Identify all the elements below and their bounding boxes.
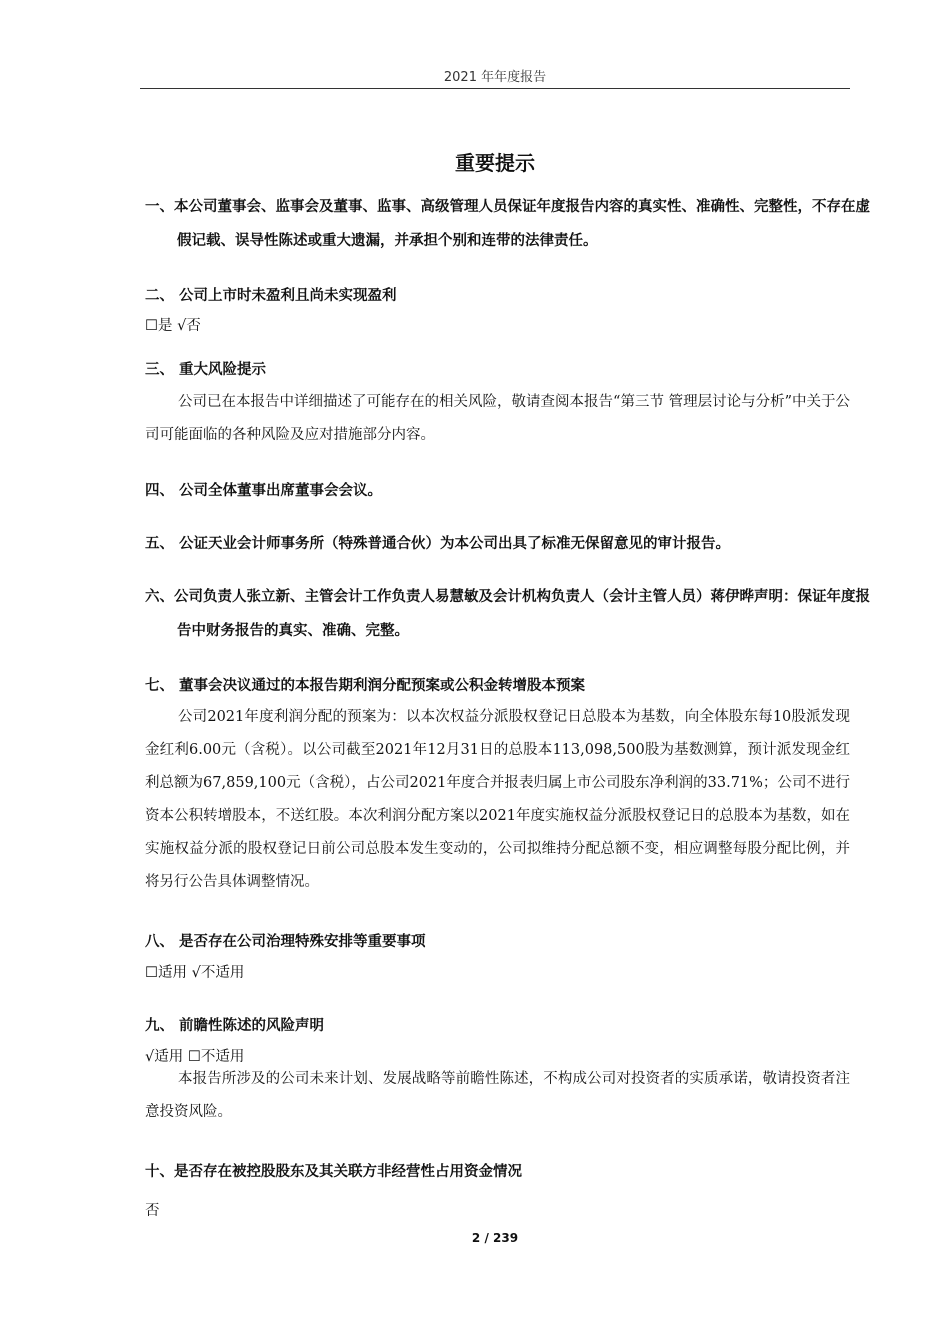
section-2-options: ☐是 √否 [145, 318, 201, 334]
section-7-body: 公司2021年度利润分配的预案为：以本次权益分派股权登记日总股本为基数，向全体股东每10股派发现金红利6.00元（含税）。以公司截至2021年12月31日的总股本113,098,500股为基数测算，预计派发现金红利总额为67,859,100元（含税），占公司2021年度合并报表归属上市公司股东净利润的33.71%；公司不进行资本公积转增股本，不送红股。本次利润分配方案以2021年度实施权益分派股权登记日的总股本为基数，如在实施权益分派的股权登记日前公司总股本发生变动的，公司拟维持分配总额不变，相应调整每股分配比例，并将另行公告具体调整情况。 [145, 709, 850, 890]
section-3-heading: 三、 重大风险提示 [145, 362, 267, 378]
page-title: 重要提示 [455, 151, 535, 175]
page-header: 2021 年年度报告 [443, 70, 547, 85]
section-8-heading: 八、 是否存在公司治理特殊安排等重要事项 [145, 934, 426, 950]
section-7-heading: 七、 董事会决议通过的本报告期利润分配预案或公积金转增股本预案 [145, 678, 586, 694]
section-3-body: 公司已在本报告中详细描述了可能存在的相关风险，敬请查阅本报告“第三节 管理层讨论与分析”中关于公司可能面临的各种风险及应对措施部分内容。 [145, 394, 850, 443]
section-9-options: √适用 ☐不适用 [145, 1049, 245, 1065]
section-9-heading: 九、 前瞻性陈述的风险声明 [145, 1018, 325, 1034]
section-8-options: ☐适用 √不适用 [145, 965, 245, 981]
section-10-heading: 十、是否存在被控股股东及其关联方非经营性占用资金情况 [145, 1164, 522, 1180]
header-divider [140, 88, 850, 89]
section-10-answer: 否 [145, 1203, 160, 1219]
section-2-heading: 二、 公司上市时未盈利且尚未实现盈利 [145, 288, 397, 304]
section-4: 四、 公司全体董事出席董事会会议。 [145, 483, 383, 499]
section-6: 六、公司负责人张立新、主管会计工作负责人易慧敏及会计机构负责人（会计主管人员）蒋伊晔声明：保证年度报告中财务报告的真实、准确、完整。 [145, 589, 870, 639]
section-1: 一、本公司董事会、监事会及董事、监事、高级管理人员保证年度报告内容的真实性、准确性、完整性，不存在虚假记载、误导性陈述或重大遗漏，并承担个别和连带的法律责任。 [145, 199, 870, 249]
section-9-body: 本报告所涉及的公司未来计划、发展战略等前瞻性陈述，不构成公司对投资者的实质承诺，敬请投资者注意投资风险。 [145, 1071, 850, 1120]
section-5: 五、 公证天业会计师事务所（特殊普通合伙）为本公司出具了标准无保留意见的审计报告。 [145, 536, 731, 552]
page-number: 2 / 239 [471, 1231, 519, 1245]
